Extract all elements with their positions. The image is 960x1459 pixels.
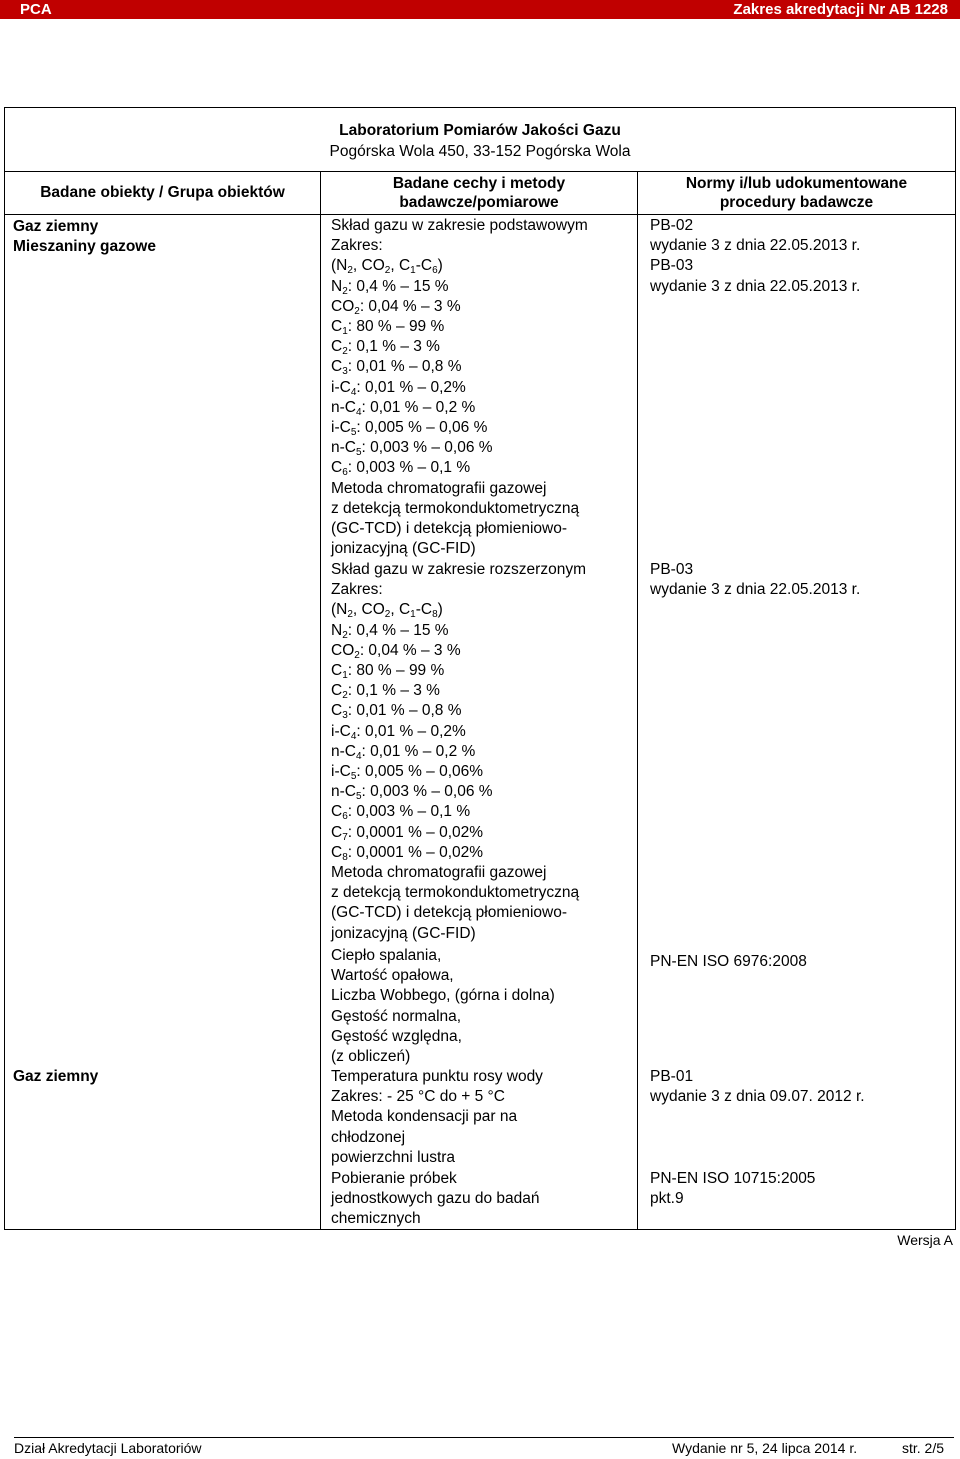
header-title: Zakres akredytacji Nr AB 1228 — [733, 1, 948, 18]
column-header-methods — [321, 172, 637, 216]
component-range: $N_2$: 0,4 % – 15 % — [331, 621, 449, 641]
component-range: $n-C_4$: 0,01 % – 0,2 % — [331, 742, 476, 762]
standard-clause: pkt.9 — [650, 1190, 684, 1208]
norms-calc: PN-EN ISO 6976:2008 — [650, 953, 807, 970]
method-basic — [331, 216, 588, 559]
column-divider — [637, 172, 638, 1230]
procedure-code: PB-02 — [650, 217, 694, 234]
dewpoint-line: chłodzonej — [331, 1128, 406, 1146]
range-label: Zakres: — [331, 237, 383, 255]
footer-department: Dział Akredytacji Laboratoriów — [14, 1440, 202, 1456]
range-value: ($N_2$, $CO_2$, $C_1-C_8$) — [331, 601, 443, 621]
document-header-bar — [0, 0, 960, 19]
component-range: $C_1$: 80 % – 99 % — [331, 318, 445, 338]
procedure-edition: wydanie 3 z dnia 09.07. 2012 r. — [650, 1088, 865, 1106]
column-divider — [320, 172, 321, 1230]
column-header-line: badawcze/pomiarowe — [399, 194, 559, 211]
object-name: Gaz ziemny — [13, 218, 99, 235]
procedure-code: PB-01 — [650, 1068, 694, 1085]
component-range: $C_1$: 80 % – 99 % — [331, 662, 445, 682]
component-range: $C_6$: 0,003 % – 0,1 % — [331, 803, 471, 823]
calc-item: (z obliczeń) — [331, 1048, 411, 1066]
column-header-objects: Badane obiekty / Grupa obiektów — [40, 184, 285, 201]
sampling-line: Pobieranie próbek — [331, 1170, 457, 1187]
method-sampling — [331, 1169, 540, 1230]
component-range: $i-C_5$: 0,005 % – 0,06% — [331, 763, 484, 783]
component-range: $C_3$: 0,01 % – 0,8 % — [331, 358, 462, 378]
calc-item: Gęstość względna, — [331, 1027, 462, 1045]
method-description: jonizacyjną (GC-FID) — [331, 924, 476, 942]
dewpoint-line: Metoda kondensacji par na — [331, 1108, 518, 1126]
method-description: jonizacyjną (GC-FID) — [331, 540, 476, 558]
norms-sampling — [650, 1169, 815, 1209]
method-description: (GC-TCD) i detekcją płomieniowo- — [331, 904, 568, 922]
header-org: PCA — [20, 1, 52, 18]
column-header-line: procedury badawcze — [719, 194, 874, 211]
method-description: Metoda chromatografii gazowej — [331, 864, 547, 882]
procedure-edition: wydanie 3 z dnia 22.05.2013 r. — [650, 581, 861, 599]
method-description: z detekcją termokonduktometryczną — [331, 884, 580, 902]
component-range: $CO_2$: 0,04 % – 3 % — [331, 297, 461, 317]
procedure-code: PB-03 — [650, 257, 694, 275]
component-range: $CO_2$: 0,04 % – 3 % — [331, 641, 461, 661]
object-group-1 — [13, 217, 156, 257]
component-range: $n-C_4$: 0,01 % – 0,2 % — [331, 398, 476, 418]
component-range: $C_8$: 0,0001 % – 0,02% — [331, 843, 484, 863]
method-description: z detekcją termokonduktometryczną — [331, 499, 580, 517]
component-range: $C_7$: 0,0001 % – 0,02% — [331, 823, 484, 843]
version-label: Wersja A — [897, 1232, 953, 1248]
method-description: (GC-TCD) i detekcją płomieniowo- — [331, 520, 568, 538]
method-calculations — [331, 946, 555, 1067]
method-description: Metoda chromatografii gazowej — [331, 479, 547, 497]
method-title: Skład gazu w zakresie podstawowym — [331, 217, 588, 234]
component-range: $C_2$: 0,1 % – 3 % — [331, 338, 440, 358]
norms-basic — [650, 216, 860, 297]
method-title: Skład gazu w zakresie rozszerzonym — [331, 561, 586, 578]
lab-name: Laboratorium Pomiarów Jakości Gazu — [339, 122, 621, 139]
range-value: ($N_2$, $CO_2$, $C_1-C_6$) — [331, 257, 443, 277]
sampling-line: jednostkowych gazu do badań — [331, 1190, 540, 1208]
procedure-code: PB-03 — [650, 561, 694, 578]
column-header-line: Normy i/lub udokumentowane — [685, 175, 908, 192]
procedure-edition: wydanie 3 z dnia 22.05.2013 r. — [650, 277, 861, 295]
range-label: Zakres: — [331, 581, 383, 599]
component-range: $n-C_5$: 0,003 % – 0,06 % — [331, 783, 493, 803]
component-range: $i-C_4$: 0,01 % – 0,2% — [331, 378, 466, 398]
sampling-line: chemicznych — [331, 1210, 421, 1228]
footer-divider — [14, 1437, 954, 1438]
component-range: $C_6$: 0,003 % – 0,1 % — [331, 459, 471, 479]
lab-address: Pogórska Wola 450, 33-152 Pogórska Wola — [329, 143, 631, 160]
column-header-line: Badane cechy i metody — [392, 175, 566, 192]
method-dewpoint — [331, 1067, 543, 1168]
calc-item: Wartość opałowa, — [331, 967, 454, 985]
component-range: $i-C_5$: 0,005 % – 0,06 % — [331, 419, 488, 439]
method-extended — [331, 560, 586, 944]
component-range: $N_2$: 0,4 % – 15 % — [331, 277, 449, 297]
object-name: Mieszaniny gazowe — [13, 238, 156, 256]
column-header-norms — [638, 172, 955, 216]
component-range: $C_2$: 0,1 % – 3 % — [331, 682, 440, 702]
standard-code: PN-EN ISO 10715:2005 — [650, 1170, 816, 1187]
lab-header — [4, 107, 956, 172]
component-range: $n-C_5$: 0,003 % – 0,06 % — [331, 439, 493, 459]
dewpoint-line: powierzchni lustra — [331, 1148, 456, 1166]
dewpoint-line: Temperatura punktu rosy wody — [331, 1068, 543, 1085]
norms-extended — [650, 560, 860, 600]
calc-item: Liczba Wobbego, (górna i dolna) — [331, 987, 555, 1005]
procedure-edition: wydanie 3 z dnia 22.05.2013 r. — [650, 237, 861, 255]
component-range: $C_3$: 0,01 % – 0,8 % — [331, 702, 462, 722]
component-range: $i-C_4$: 0,01 % – 0,2% — [331, 722, 466, 742]
object-group-2: Gaz ziemny — [13, 1068, 99, 1085]
calc-item: Gęstość normalna, — [331, 1007, 462, 1025]
norms-dewpoint — [650, 1067, 865, 1107]
dewpoint-line: Zakres: - 25 °C do + 5 °C — [331, 1088, 505, 1106]
footer-edition: Wydanie nr 5, 24 lipca 2014 r. — [672, 1440, 858, 1456]
calc-item: Ciepło spalania, — [331, 947, 442, 964]
footer-page-number: str. 2/5 — [902, 1440, 945, 1456]
